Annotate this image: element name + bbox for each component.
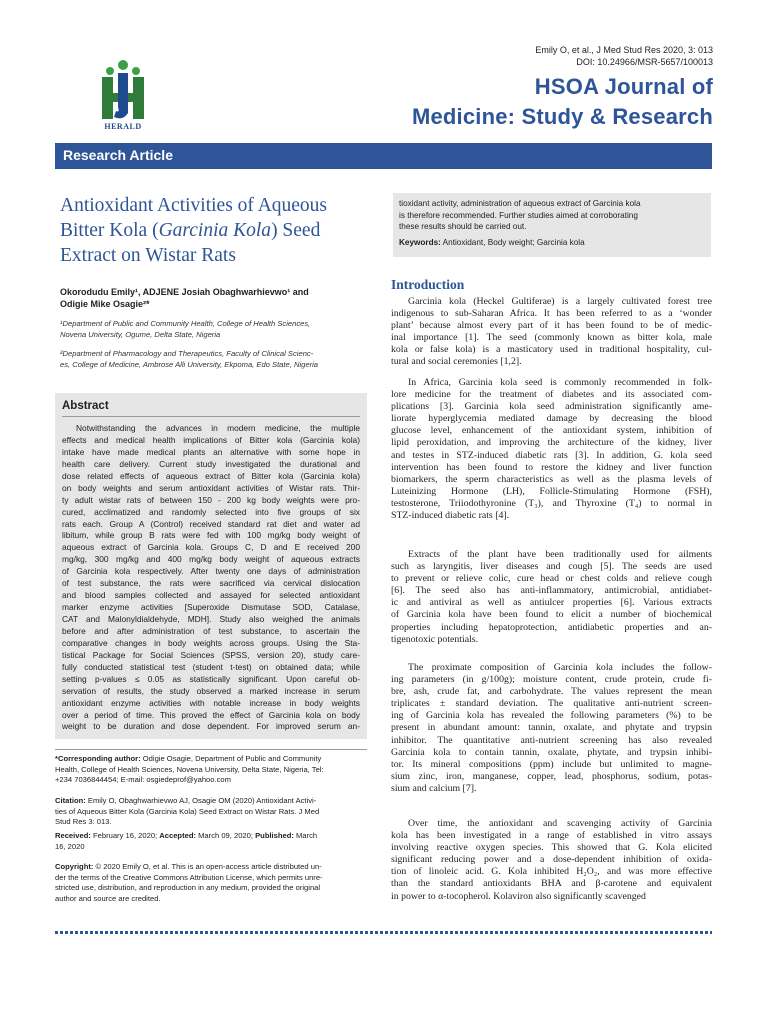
body-line: plications [3]. Garcinia kola seed administration significantly ame- (391, 401, 712, 413)
abstract-continued: tioxidant activity, administration of aqueous extract of Garcinia kola is therefore recommended. Further studies aimed at corroborating these results should be carried out. Keywords: Antioxidant, Body weight; Garcinia kola (399, 199, 641, 247)
authors-line1: Okorodudu Emily¹, ADJENE Josiah Obaghwarhievwo¹ and (60, 287, 309, 297)
abstract-line: fully conducted statistical test (student t-test) on obtained data; while (62, 661, 360, 672)
body-line: In Africa, Garcinia kola seed is commonly recommended in folk- (408, 377, 712, 388)
abstract-line: health care delivery. Current study investigated the durational and (62, 458, 360, 469)
body-line: ing parameters (in g/100g); moisture content, crude protein, crude fi- (391, 674, 712, 686)
body-line: tion of linoleic acid. G. Kola inhibited H₂O₂, and was more effective (391, 866, 712, 878)
abstract-line: effects and medical health implications of Bitter kola (Garcinia kola) (62, 434, 360, 445)
body-line: inhibitor. The quantitative anti-nutrient screening has also revealed (391, 734, 712, 746)
doi-line: DOI: 10.24966/MSR-5657/100013 (576, 57, 713, 67)
correspondence: *Corresponding author: Odigie Osagie, Department of Public and Community Health, College of Health Sciences, Novena University, Delta State, Nigeria, Tel: +234 7036844454; E-mail: osgiedeprof@yahoo.com (55, 754, 324, 784)
body-line: liorate hyperglycemia mediated damage by decreasing the blood (391, 413, 712, 425)
body-line: Luteinizing Hormone (LH), Follicle-Stimulating Hormone (FSH), (391, 485, 712, 497)
copyright-block: Copyright: © 2020 Emily O, et al. This is an open-access article distributed un- der the terms of the Creative Commons Attribution License, which permits unre- stricted use, distribution, and reproduction in any medium, provided the original author and source are credited. (55, 862, 323, 903)
body-line: present in abundant amount: tannin, oxalate, and phytate and trypsin (391, 722, 712, 734)
journal-title (412, 72, 713, 132)
body-line: in power to α-tocopherol. Kolaviron also significantly scavenged (391, 890, 646, 902)
abstract-line: before and after administration of test substance, to ascertain the (62, 625, 360, 636)
abstract-line: cured, acclimatized and randomly selected into five groups of six (62, 506, 360, 517)
abstract-line: CAT and Malonyldialdehyde, MDH]. Study also weighed the animals (62, 614, 360, 624)
abstract-line: servation of results, the study observed a marked increase in serum (62, 685, 360, 696)
abstract-line: ty adult wistar rats of between 150 - 200 kg body weights were pro- (62, 494, 360, 505)
abstract-line: aqueous extract of Garcinia kola. Groups C, D and E received 200 (62, 542, 360, 553)
abstract-line: comparative changes in body weights across groups. Using the Sta- (62, 637, 360, 648)
abstract-line: of test substance, the rats were sacrificed via cervical dislocation (62, 578, 360, 589)
body-line: to prevent or relieve colic, cure head or chest colds and relieve cough (391, 573, 712, 585)
body-line: involving reactive oxygen species. This showed that G. Kola elicited (391, 842, 712, 854)
body-line: indigenous to sub-Saharan Africa. It has been referred to as a ‘wonder (391, 308, 712, 320)
body-line: intervention has been found to restore the kidney and liver function (391, 461, 712, 473)
abstract-line: and blood samples collected and assayed for selected antioxidant (62, 590, 360, 601)
body-line: plant’ because almost every part of it has been found to be of medic- (391, 320, 712, 332)
body-line: bre, ash, crude fat, and carbohydrate. The values represent the mean (391, 686, 712, 698)
body-line: STZ-induced diabetic rats [4]. (391, 510, 510, 522)
abstract-divider (62, 416, 360, 417)
intro-paragraph-4 (391, 662, 712, 795)
dates-block: Received: February 16, 2020; Accepted: March 09, 2020; Published: March 16, 2020 (55, 831, 318, 851)
abstract-line: over a period of time. This proved the effect of Garcinia kola on body (62, 709, 360, 720)
abstract-line: tistical Package for Social Sciences (SPSS, version 20), study care- (62, 649, 360, 660)
article-title (60, 193, 360, 268)
intro-paragraph-2 (391, 377, 712, 522)
intro-paragraph-3 (391, 549, 712, 646)
abstract-line: libitum, while group B rats were fed with 100 mg/kg body weight of (62, 530, 360, 541)
body-line: inal importance [1]. The seed (commonly known as bitter kola, male (391, 332, 712, 344)
body-line: ing of Garcinia kola has revealed the following parameters (%) to be (391, 710, 712, 722)
body-line: The proximate composition of Garcinia kola includes the follow- (408, 662, 712, 673)
body-line: than the standard antioxidants BHA and β-carotene and equivalent (391, 878, 712, 890)
body-line: significant reducing power and a dose-dependent inhibition of oxida- (391, 854, 712, 866)
header-citation (535, 44, 713, 68)
journal-title-line2: Medicine: Study & Research (411, 104, 713, 129)
title-line3: Extract on Wistar Rats (60, 245, 236, 266)
body-line: properties including hepatoprotection, antidiabetic properties and an- (391, 621, 712, 633)
authors-line2: Odigie Mike Osagie²* (60, 299, 150, 309)
abstract-line: antioxidant enzyme activities with notable increase in body weights (62, 697, 360, 708)
body-line: glucose level, enhancement of the antioxidant system, inhibition of (391, 425, 712, 437)
body-line: Garcinia kola (Heckel Gultiferae) is a largely cultivated forest tree (408, 296, 712, 307)
abstract-line: marker enzyme activities [Superoxide Dismutase SOD, Catalase, (62, 602, 360, 613)
title-line2: Bitter Kola (Garcinia Kola) Seed (60, 220, 321, 241)
citation-line: Emily O, et al., J Med Stud Res 2020, 3: 013 (535, 45, 713, 55)
journal-title-line1: HSOA Journal of (534, 74, 713, 99)
introduction-heading: Introduction (391, 277, 465, 292)
body-line: ic and antiviral as well as antiulcer properties [6]. Various extracts (391, 597, 712, 609)
footer-dotted-line (55, 931, 712, 934)
title-line1: Antioxidant Activities of Aqueous (60, 195, 328, 216)
body-line: triplicates ± standard deviation. The qualitative anti-nutrient screen- (391, 698, 712, 710)
logo-text: HERALD (104, 122, 142, 131)
body-line: and testes in STZ-induced diabetic rats [3]. In addition, G. kola seed (391, 449, 712, 461)
body-line: Garcinia kola to contain tannin, oxalate, phytate, and trypsin inhibi- (391, 746, 712, 758)
body-line: sium zinc, iron, manganese, copper, lead, phosphorus, sodium, potas- (391, 770, 712, 782)
affiliation-1: ¹Department of Public and Community Health, College of Health Sciences, Novena University, Ogume, Delta State, Nigeria (60, 319, 311, 339)
intro-paragraph-1 (391, 296, 712, 369)
body-line: of Garcinia kola have been found to elicit a number of biochemical (391, 609, 712, 621)
body-line: Extracts of the plant have been traditionally used for ailments (408, 549, 712, 560)
body-line: sium and calcium [7]. (391, 782, 477, 794)
abstract-line: Notwithstanding the advances in modern medicine, the multiple (76, 423, 360, 433)
footnote-divider (55, 749, 367, 750)
body-line: tigenotoxic potentials. (391, 633, 479, 645)
body-line: tural and social ceremonies [1,2]. (391, 356, 522, 368)
authors (60, 286, 360, 310)
abstract-line: setting p-values ≤ 0.05 as statistically significant. Upon careful ob- (62, 673, 360, 684)
body-line: Over time, the antioxidant and scavenging activity of Garcinia (408, 818, 712, 829)
body-line: [6]. The seed also has anti-inflammatory, antimicrobial, antidiabet- (391, 585, 712, 597)
abstract-line: on body weights and serum antioxidant activities of Wistar rats. Thir- (62, 482, 360, 493)
article-type-banner: Research Article (55, 143, 712, 167)
body-line: kola or false kola) is a masticatory used in traditional hospitality, cul- (391, 344, 712, 356)
body-line: biomarkers, the sperm characteristics as well as the plasma levels of (391, 473, 712, 485)
body-line: kola has been investigated in a range of established in vitro assays (391, 830, 712, 842)
abstract-line: rats each. Group A (Control) received standard rat diet and water ad (62, 518, 360, 529)
abstract-heading: Abstract (62, 400, 109, 412)
affiliation-2: ²Department of Pharmacology and Therapeutics, Faculty of Clinical Scienc- es, College of Medicine, Ambrose Alli University, Ekpoma, Edo State, Nigeria (60, 349, 319, 369)
banner-underline (55, 167, 712, 169)
citation-block: Citation: Emily O, Obaghwarhievwo AJ, Osagie OM (2020) Antioxidant Activi- ties of Aqueous Bitter Kola (Garcinia Kola) Seed Extract on Wistar Rats. J Med Stud Res 3: 013. (55, 796, 320, 826)
abstract-text (62, 423, 360, 733)
intro-paragraph-5 (391, 818, 712, 903)
abstract-line: weight to be duration and dose dependent. For improved serum an- (62, 721, 360, 732)
body-line: testosterone, Triiodothyronine (T₃), and Thyroxine (T₄) to normal in (391, 497, 712, 509)
abstract-line: intake have made medical plants an alternative with some hope in (62, 446, 360, 457)
body-line: lipid peroxidation, and improving the architecture of the kidney, liver (391, 437, 712, 449)
abstract-line: mg/kg, 300 mg/kg and 400 mg/kg body weight of aqueous extracts (62, 554, 360, 565)
abstract-line: of Garcinia kola respectively. After twenty one days of administration (62, 566, 360, 577)
abstract-line: dose related effects of aqueous extract of Bitter kola (Garcinia kola) (62, 470, 360, 481)
body-line: lore medicine for the treatment of diabetes and its associated com- (391, 389, 712, 401)
body-line: such as laryngitis, liver diseases and cough [5]. The seeds are used (391, 561, 712, 573)
body-line: tor. Its mineral compositions (ppm) include but unlimited to magne- (391, 758, 712, 770)
